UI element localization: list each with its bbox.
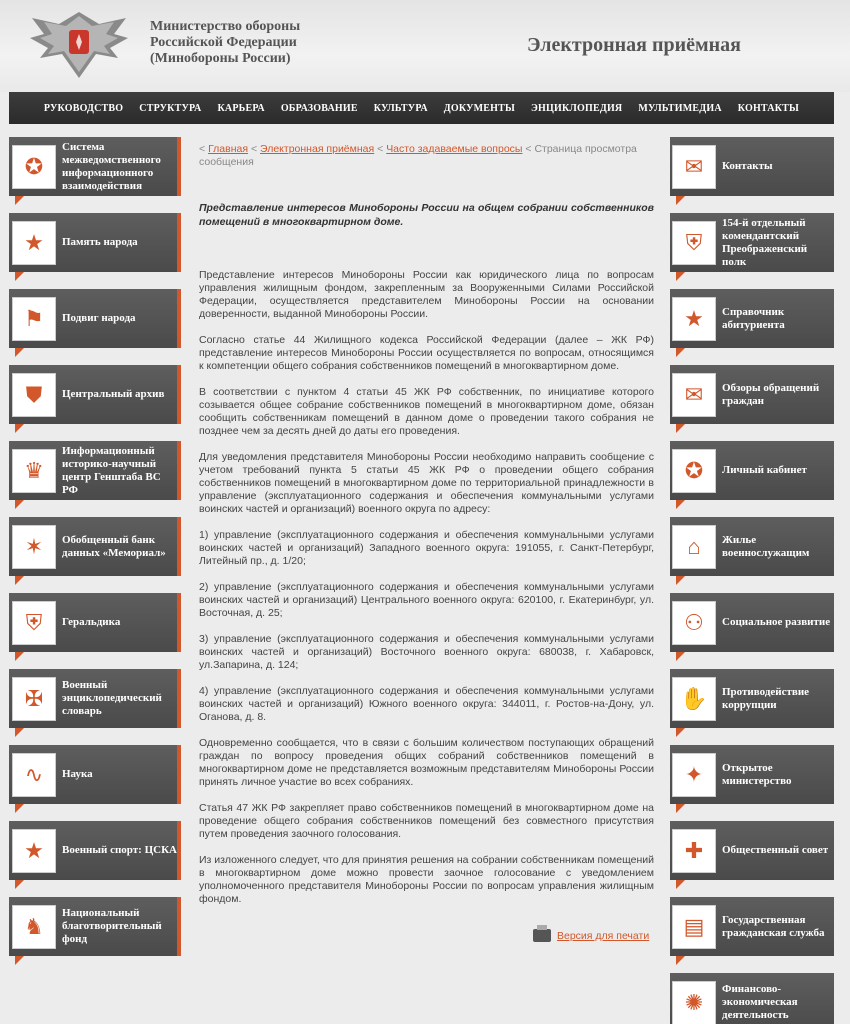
sidebar-tile[interactable] <box>670 821 834 880</box>
cska-icon: ★ <box>12 829 56 873</box>
banner-icon: ⚑ <box>12 297 56 341</box>
sidebar-tile-label: Наука <box>62 768 93 780</box>
emblem-icon: ✪ <box>672 449 716 493</box>
sidebar-tile-label: Финансово-экономическая деятельность <box>722 983 798 1021</box>
ministry-line-2: Российской Федерации <box>150 35 297 50</box>
fund-icon: ♞ <box>12 905 56 949</box>
sidebar-tile[interactable] <box>670 517 834 576</box>
monogram-icon: ♛ <box>12 449 56 493</box>
eagle-icon: ✦ <box>672 753 716 797</box>
breadcrumb-home[interactable]: Главная <box>208 143 249 155</box>
sidebar-tile[interactable] <box>9 593 181 652</box>
article-paragraph: Из изложенного следует, что для принятия решения на собрании собственникам помещений в многоквартирном доме можно провести заочное голосование с уведомлением уполномоченного представителя Минобороны России по вопросам управления жилищным фондом. <box>199 854 654 905</box>
nav-item-career[interactable]: КАРЬЕРА <box>217 102 265 114</box>
breadcrumb-sep: < <box>199 143 206 155</box>
sidebar-tile-label: Национальный благотворительный фонд <box>62 907 162 945</box>
sidebar-tile-label: Центральный архив <box>62 388 165 400</box>
sidebar-tile[interactable] <box>670 745 834 804</box>
passport-icon: ▤ <box>672 905 716 949</box>
article-paragraph: Одновременно сообщается, что в связи с большим количеством поступающих обращений граждан по вопросу проведения общих собраний собственников помещений в многоквартирном доме не представляется возможным представителям Минобороны России принять личное участие во всех собраниях. <box>199 737 654 788</box>
envelope-icon: ✉ <box>672 145 716 189</box>
main-nav <box>9 92 834 124</box>
sidebar-tile[interactable] <box>9 745 181 804</box>
print-version-link[interactable] <box>533 929 649 942</box>
star-icon: ★ <box>12 221 56 265</box>
article-paragraph: Согласно статье 44 Жилищного кодекса Российской Федерации (далее – ЖК РФ) представление интересов Минобороны России осуществляется по вопросам, относящимся к компетенции общего собрания собственников помещений в многоквартирном доме. <box>199 334 654 372</box>
envelope-icon: ✉ <box>672 373 716 417</box>
sidebar-tile[interactable] <box>9 365 181 424</box>
nav-item-culture[interactable]: КУЛЬТУРА <box>373 102 428 114</box>
sidebar-tile-label: Социальное развитие <box>722 616 831 628</box>
sidebar-tile[interactable] <box>9 441 181 500</box>
sidebar-tile[interactable] <box>9 669 181 728</box>
encyclopedia-icon: ✠ <box>12 677 56 721</box>
sidebar-tile[interactable] <box>670 213 834 272</box>
article-paragraph: 4) управление (эксплуатационного содержания и обеспечения коммунальными услугами воинских частей и организаций) Южного военного округа: 344011, г. Ростов-на-Дону, ул. Оганова, д. 8. <box>199 685 654 723</box>
finance-icon: ✺ <box>672 981 716 1024</box>
article-paragraph: Статья 47 ЖК РФ закрепляет право собственников помещений в многоквартирном доме на проведение общего собрания собственников помещений без совместного присутствия путем проведения заочного голосования. <box>199 802 654 840</box>
sidebar-tile-label: Военный энциклопедический словарь <box>62 679 162 717</box>
sidebar-tile[interactable] <box>9 821 181 880</box>
breadcrumb <box>199 143 654 169</box>
oscilloscope-icon: ∿ <box>12 753 56 797</box>
article-paragraph: 3) управление (эксплуатационного содержания и обеспечения коммунальными услугами воинских частей и организаций) Восточного военного округа: 680038, г. Хабаровск, ул.Запарина, д. 124; <box>199 633 654 671</box>
nav-item-documents[interactable]: ДОКУМЕНТЫ <box>443 102 516 114</box>
nav-item-contacts[interactable]: КОНТАКТЫ <box>737 102 800 114</box>
sidebar-tile[interactable] <box>670 669 834 728</box>
sidebar-tile-label: Обобщенный банк данных «Мемориал» <box>62 533 166 559</box>
breadcrumb-sep: < <box>250 143 258 155</box>
sidebar-tile[interactable] <box>9 517 181 576</box>
sidebar-tile[interactable] <box>670 137 834 196</box>
right-sidebar <box>670 137 834 1024</box>
article-title: Представление интересов Минобороны России на общем собрании собственников помещений в многоквартирном доме. <box>199 202 654 228</box>
sidebar-tile-label: Контакты <box>722 160 773 172</box>
ministry-line-3: (Минобороны России) <box>150 51 291 66</box>
article-paragraph: 2) управление (эксплуатационного содержания и обеспечения коммунальными услугами воинских частей и организаций) Центрального военного округа: 620100, г. Екатеринбург, ул. Восточная, д. 25; <box>199 581 654 619</box>
breadcrumb-sep: < <box>377 143 384 155</box>
sidebar-tile[interactable] <box>670 441 834 500</box>
sidebar-tile[interactable] <box>9 137 181 196</box>
sidebar-tile-label: Справочник абитуриента <box>722 305 785 331</box>
article-body <box>199 269 654 906</box>
sidebar-tile[interactable] <box>670 897 834 956</box>
emblem-icon: ✪ <box>12 145 56 189</box>
sidebar-tile-label: Жилье военнослужащим <box>722 533 810 559</box>
sidebar-tile-label: Геральдика <box>62 616 121 628</box>
sidebar-tile[interactable] <box>9 213 181 272</box>
breadcrumb-faq[interactable]: Часто задаваемые вопросы <box>386 143 523 155</box>
nav-item-encyclopedia[interactable]: ЭНЦИКЛОПЕДИЯ <box>531 102 623 114</box>
article-paragraph: В соответствии с пунктом 4 статьи 45 ЖК РФ собственник, по инициативе которого созывается общее собрание собственников помещений в многоквартирном доме, обязан сообщить собственникам помещений в данном доме о проведении такого собрания не позднее чем за десять дней до даты его проведения. <box>199 386 654 437</box>
people-icon: ⚇ <box>672 601 716 645</box>
sidebar-tile-label: Государственная гражданская служба <box>722 913 825 939</box>
nav-item-structure[interactable]: СТРУКТУРА <box>139 102 202 114</box>
council-icon: ✚ <box>672 829 716 873</box>
sidebar-tile-label: Открытое министерство <box>722 761 792 787</box>
print-version-label: Версия для печати <box>557 929 650 942</box>
nav-item-leadership[interactable]: РУКОВОДСТВО <box>43 102 124 114</box>
left-sidebar <box>9 137 181 973</box>
sidebar-tile[interactable] <box>9 897 181 956</box>
sidebar-tile-label: Память народа <box>62 236 138 248</box>
breadcrumb-reception[interactable]: Электронная приёмная <box>260 143 375 155</box>
memorial-icon: ✶ <box>12 525 56 569</box>
sidebar-tile[interactable] <box>670 973 834 1024</box>
main-content <box>199 143 654 919</box>
sidebar-tile-label: 154-й отдельный комендантский Преображенский полк <box>722 216 808 268</box>
star-icon: ★ <box>672 297 716 341</box>
nav-item-education[interactable]: ОБРАЗОВАНИЕ <box>280 102 358 114</box>
article-paragraph: Для уведомления представителя Минобороны России необходимо направить сообщение с учетом требований пункта 5 статьи 45 ЖК РФ о проведении общего собрания собственников помещений в многоквартирном доме по территориальной принадлежности в управление (эксплуатационного содержания и обеспечения коммунальными услугами воинских частей и организаций) военного округа по адресу: <box>199 451 654 515</box>
stop-hand-icon: ✋ <box>672 677 716 721</box>
sidebar-tile-label: Обзоры обращений граждан <box>722 381 820 407</box>
heraldry-icon: ⛨ <box>12 601 56 645</box>
sidebar-tile[interactable] <box>670 593 834 652</box>
archive-icon: ⛊ <box>12 373 56 417</box>
ministry-emblem-icon[interactable] <box>24 4 134 84</box>
article-paragraph: Представление интересов Минобороны России как юридического лица по вопросам управления жилищным фондом, закрепленным за Вооруженными Силами Российской Федерации, осуществляется представителем Минобороны России на основании доверенности, выданной Минобороны России. <box>199 269 654 320</box>
sidebar-tile-label: Военный спорт: ЦСКА <box>62 844 178 856</box>
ministry-line-1: Министерство обороны <box>150 19 301 34</box>
nav-item-multimedia[interactable]: МУЛЬТИМЕДИА <box>638 102 722 114</box>
breadcrumb-sep: < <box>525 143 532 155</box>
sidebar-tile[interactable] <box>670 365 834 424</box>
site-header <box>0 0 850 92</box>
ministry-title[interactable] <box>150 19 300 67</box>
section-title: Электронная приёмная <box>527 34 741 56</box>
sidebar-tile-label: Общественный совет <box>722 844 829 856</box>
house-icon: ⌂ <box>672 525 716 569</box>
sidebar-tile[interactable] <box>9 289 181 348</box>
sidebar-tile[interactable] <box>670 289 834 348</box>
sidebar-tile-label: Личный кабинет <box>722 464 807 476</box>
sidebar-tile-label: Противодействие коррупции <box>722 685 810 711</box>
article-paragraph: 1) управление (эксплуатационного содержания и обеспечения коммунальными услугами воинских частей и организаций) Западного военного округа: 191055, г. Санкт-Петербург, Литейный пр., д. 1/20; <box>199 529 654 567</box>
sidebar-tile-label: Информационный историко-научный центр Генштаба ВС РФ <box>62 444 161 496</box>
breadcrumb-current: Страница просмотра сообщения <box>199 143 637 168</box>
sidebar-tile-label: Подвиг народа <box>62 312 136 324</box>
printer-icon <box>533 929 551 942</box>
sidebar-tile-label: Система межведомственного информационного взаимодействия <box>62 140 161 192</box>
regiment-icon: ⛨ <box>672 221 716 265</box>
